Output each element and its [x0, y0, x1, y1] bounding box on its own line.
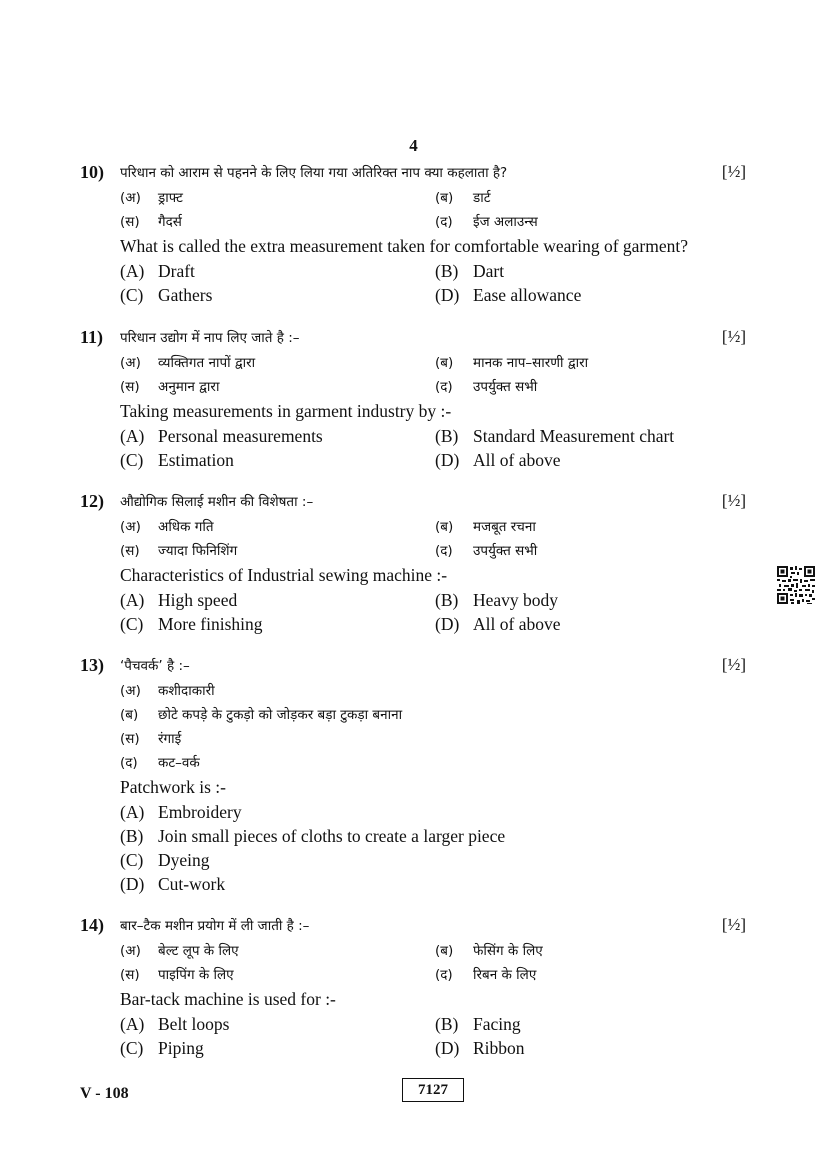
option-english: (C) More finishing: [120, 614, 263, 634]
question-text-english: What is called the extra measurement taken for comfortable wearing of garment?: [120, 236, 689, 256]
qr-code-icon: [777, 566, 815, 604]
option-english: (D) All of above: [435, 614, 561, 634]
option-hindi: (अ) ड्राफ्ट: [120, 190, 183, 206]
option-english: (C) Estimation: [120, 450, 234, 470]
option-english: (B) Join small pieces of cloths to create a larger piece: [120, 826, 506, 846]
option-hindi: (स) गैदर्स: [120, 214, 182, 230]
question-text-english: Taking measurements in garment industry by :-: [120, 401, 452, 421]
option-hindi: (स) ज्यादा फिनिशिंग: [120, 543, 238, 559]
question-number: 13): [80, 655, 104, 675]
option-hindi: (अ) अधिक गति: [120, 519, 214, 535]
option-english: (A) High speed: [120, 590, 238, 610]
paper-code: V - 108: [80, 1085, 129, 1102]
question-marks: [½]: [721, 655, 746, 674]
option-hindi: (ब) मजबूत रचना: [435, 519, 536, 535]
option-english: (D) Ease allowance: [435, 285, 582, 305]
question-number: 11): [80, 327, 104, 347]
question-12: [80, 491, 746, 636]
option-hindi: (द) उपर्युक्त सभी: [435, 379, 538, 395]
question-text-hindi: बार–टैक मशीन प्रयोग में ली जाती है :–: [120, 918, 310, 934]
question-number: 12): [80, 491, 104, 511]
question-14: [80, 915, 746, 1060]
option-hindi: (द) ईज अलाउन्स: [435, 214, 538, 230]
option-hindi: (स) पाइपिंग के लिए: [120, 967, 234, 983]
question-text-hindi: परिधान को आराम से पहनने के लिए लिया गया अतिरिक्त नाप क्या कहलाता है?: [120, 165, 508, 181]
option-english: (D) Cut-work: [120, 874, 226, 894]
option-english: (C) Dyeing: [120, 850, 210, 870]
question-text-english: Patchwork is :-: [120, 777, 226, 797]
option-hindi: (द) रिबन के लिए: [435, 967, 537, 983]
option-english: (B) Standard Measurement chart: [435, 426, 675, 446]
question-marks: [½]: [721, 327, 746, 346]
option-hindi: (स) रंगाई: [120, 731, 182, 747]
question-number: 14): [80, 915, 104, 935]
paper-box-code: 7127: [402, 1078, 464, 1102]
question-text-hindi: ‘पैचवर्क’ है :–: [120, 658, 190, 674]
option-hindi: (अ) बेल्ट लूप के लिए: [120, 943, 239, 959]
question-text-hindi: परिधान उद्योग में नाप लिए जाते है :–: [120, 330, 300, 346]
option-english: (C) Gathers: [120, 285, 213, 305]
option-hindi: (द) उपर्युक्त सभी: [435, 543, 538, 559]
option-hindi: (द) कट–वर्क: [120, 755, 200, 771]
option-hindi: (ब) डार्ट: [435, 190, 491, 206]
option-english: (A) Draft: [120, 261, 195, 281]
option-hindi: (ब) फेसिंग के लिए: [435, 943, 543, 959]
option-english: (A) Belt loops: [120, 1014, 230, 1034]
question-text-english: Bar-tack machine is used for :-: [120, 989, 336, 1009]
option-hindi: (अ) व्यक्तिगत नापों द्वारा: [120, 355, 256, 371]
option-hindi: (ब) छोटे कपड़े के टुकड़ो को जोड़कर बड़ा टुकड़ा बनाना: [120, 707, 403, 723]
option-english: (D) Ribbon: [435, 1038, 525, 1058]
question-marks: [½]: [721, 915, 746, 934]
page-number: 4: [409, 136, 418, 155]
question-number: 10): [80, 162, 104, 182]
option-english: (D) All of above: [435, 450, 561, 470]
option-english: (B) Heavy body: [435, 590, 559, 610]
question-marks: [½]: [721, 491, 746, 510]
option-english: (A) Embroidery: [120, 802, 242, 822]
question-marks: [½]: [721, 162, 746, 181]
option-hindi: (ब) मानक नाप–सारणी द्वारा: [435, 355, 589, 371]
option-english: (B) Dart: [435, 261, 505, 281]
question-10: [80, 162, 746, 307]
question-text-hindi: औद्योगिक सिलाई मशीन की विशेषता :–: [120, 494, 314, 510]
question-11: [80, 327, 746, 472]
question-text-english: Characteristics of Industrial sewing machine :-: [120, 565, 448, 585]
option-hindi: (अ) कशीदाकारी: [120, 683, 215, 699]
option-english: (B) Facing: [435, 1014, 521, 1034]
option-english: (A) Personal measurements: [120, 426, 323, 446]
option-english: (C) Piping: [120, 1038, 204, 1058]
option-hindi: (स) अनुमान द्वारा: [120, 379, 220, 395]
question-13: [80, 655, 746, 896]
